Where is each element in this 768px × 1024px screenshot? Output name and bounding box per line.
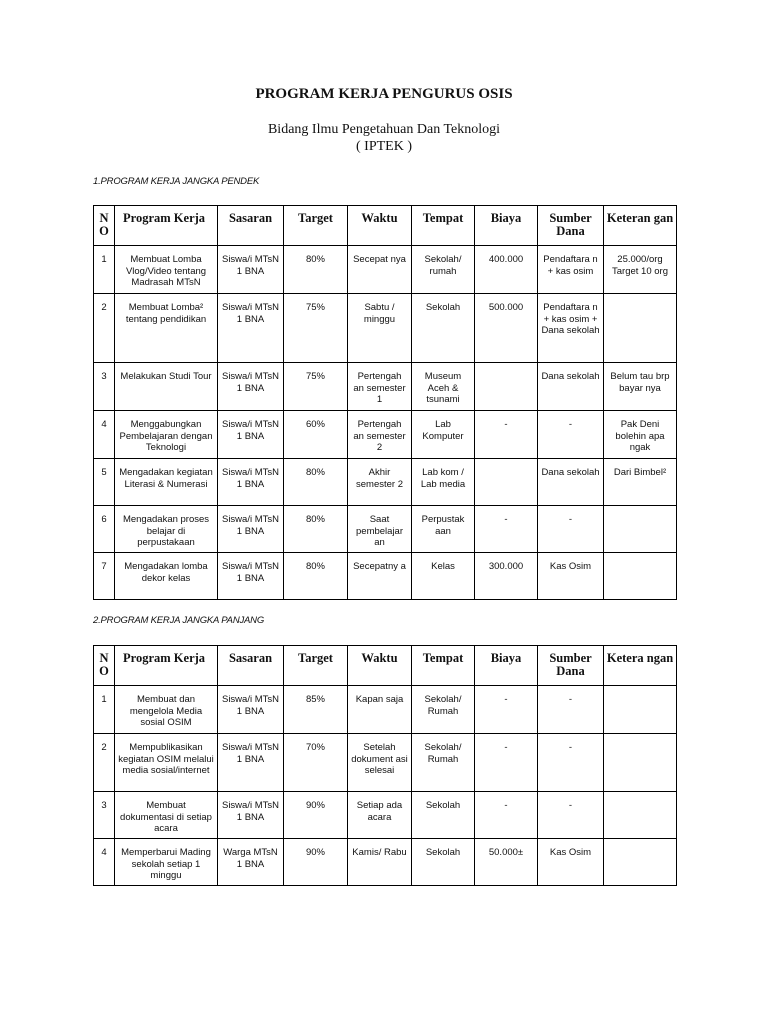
cell-program-kerja: Menggabungkan Pembelajaran dengan Teknologi xyxy=(115,411,218,459)
header-sasaran: Sasaran xyxy=(218,646,284,686)
cell-sumber-dana: - xyxy=(538,506,604,553)
header-biaya: Biaya xyxy=(475,206,538,246)
cell-sasaran: Siswa/i MTsN 1 BNA xyxy=(218,294,284,363)
cell-biaya: 50.000± xyxy=(475,839,538,886)
header-sumber-dana: Sumber Dana xyxy=(538,206,604,246)
cell-program-kerja: Mengadakan kegiatan Literasi & Numerasi xyxy=(115,459,218,506)
header-tempat: Tempat xyxy=(412,646,475,686)
cell-tempat: Sekolah xyxy=(412,839,475,886)
cell-waktu: Kapan saja xyxy=(348,686,412,734)
cell-target: 80% xyxy=(284,246,348,294)
cell-no: 4 xyxy=(94,411,115,459)
subtitle-line-2: ( IPTEK ) xyxy=(356,139,412,154)
cell-tempat: Sekolah/ Rumah xyxy=(412,734,475,792)
cell-sumber-dana: Dana sekolah xyxy=(538,459,604,506)
cell-target: 90% xyxy=(284,792,348,839)
cell-keterangan xyxy=(604,294,677,363)
cell-biaya xyxy=(475,459,538,506)
cell-tempat: Lab kom / Lab media xyxy=(412,459,475,506)
table-row xyxy=(94,553,677,600)
cell-sumber-dana: Kas Osim xyxy=(538,839,604,886)
table-row xyxy=(94,792,677,839)
cell-biaya: - xyxy=(475,506,538,553)
table-header-row xyxy=(94,206,677,246)
subtitle-line-1: Bidang Ilmu Pengetahuan Dan Teknologi xyxy=(267,122,501,137)
cell-tempat: Sekolah/ Rumah xyxy=(412,686,475,734)
cell-program-kerja: Mengadakan lomba dekor kelas xyxy=(115,553,218,600)
cell-no: 4 xyxy=(94,839,115,886)
cell-target: 75% xyxy=(284,294,348,363)
header-program-kerja: Program Kerja xyxy=(115,646,218,686)
table-row xyxy=(94,734,677,792)
cell-biaya: 400.000 xyxy=(475,246,538,294)
table-row xyxy=(94,411,677,459)
section-heading-short-term: 1.PROGRAM KERJA JANGKA PENDEK xyxy=(93,176,260,187)
header-target: Target xyxy=(284,206,348,246)
long-term-program-table xyxy=(93,645,677,886)
cell-biaya: 300.000 xyxy=(475,553,538,600)
cell-keterangan xyxy=(604,839,677,886)
cell-sasaran: Siswa/i MTsN 1 BNA xyxy=(218,553,284,600)
table-header-row xyxy=(94,646,677,686)
cell-tempat: Sekolah/ rumah xyxy=(412,246,475,294)
table-row xyxy=(94,363,677,411)
cell-waktu: Setelah dokument asi selesai xyxy=(348,734,412,792)
cell-waktu: Setiap ada acara xyxy=(348,792,412,839)
cell-biaya: - xyxy=(475,792,538,839)
cell-tempat: Lab Komputer xyxy=(412,411,475,459)
cell-no: 1 xyxy=(94,246,115,294)
cell-sumber-dana: - xyxy=(538,734,604,792)
header-no: N O xyxy=(94,206,115,246)
cell-biaya: - xyxy=(475,734,538,792)
cell-sasaran: Siswa/i MTsN 1 BNA xyxy=(218,686,284,734)
cell-keterangan xyxy=(604,553,677,600)
table-row xyxy=(94,506,677,553)
cell-target: 80% xyxy=(284,459,348,506)
cell-sasaran: Siswa/i MTsN 1 BNA xyxy=(218,363,284,411)
cell-keterangan xyxy=(604,686,677,734)
cell-biaya: 500.000 xyxy=(475,294,538,363)
cell-keterangan: 25.000/org Target 10 org xyxy=(604,246,677,294)
header-no: N O xyxy=(94,646,115,686)
cell-no: 2 xyxy=(94,294,115,363)
header-waktu: Waktu xyxy=(348,206,412,246)
cell-no: 5 xyxy=(94,459,115,506)
header-biaya: Biaya xyxy=(475,646,538,686)
cell-no: 2 xyxy=(94,734,115,792)
cell-waktu: Akhir semester 2 xyxy=(348,459,412,506)
cell-no: 6 xyxy=(94,506,115,553)
header-tempat: Tempat xyxy=(412,206,475,246)
cell-waktu: Sabtu / minggu xyxy=(348,294,412,363)
cell-target: 80% xyxy=(284,553,348,600)
cell-no: 3 xyxy=(94,363,115,411)
cell-sumber-dana: Dana sekolah xyxy=(538,363,604,411)
cell-sumber-dana: - xyxy=(538,792,604,839)
cell-biaya: - xyxy=(475,411,538,459)
table-row xyxy=(94,294,677,363)
cell-keterangan: Belum tau brp bayar nya xyxy=(604,363,677,411)
cell-no: 1 xyxy=(94,686,115,734)
header-keterangan: Ketera ngan xyxy=(604,646,677,686)
cell-sumber-dana: Kas Osim xyxy=(538,553,604,600)
cell-sumber-dana: Pendaftara n + kas osim + Dana sekolah xyxy=(538,294,604,363)
cell-biaya: - xyxy=(475,686,538,734)
header-program-kerja: Program Kerja xyxy=(115,206,218,246)
subtitle xyxy=(0,121,768,155)
table-row xyxy=(94,839,677,886)
page-title: PROGRAM KERJA PENGURUS OSIS xyxy=(255,86,513,102)
cell-program-kerja: Melakukan Studi Tour xyxy=(115,363,218,411)
cell-keterangan xyxy=(604,734,677,792)
cell-waktu: Saat pembelajar an xyxy=(348,506,412,553)
cell-program-kerja: Mempublikasikan kegiatan OSIM melalui media sosial/internet xyxy=(115,734,218,792)
cell-tempat: Sekolah xyxy=(412,294,475,363)
table-row xyxy=(94,459,677,506)
cell-sasaran: Siswa/i MTsN 1 BNA xyxy=(218,459,284,506)
cell-tempat: Sekolah xyxy=(412,792,475,839)
cell-sasaran: Siswa/i MTsN 1 BNA xyxy=(218,734,284,792)
cell-keterangan xyxy=(604,506,677,553)
cell-waktu: Pertengah an semester 1 xyxy=(348,363,412,411)
cell-sasaran: Warga MTsN 1 BNA xyxy=(218,839,284,886)
cell-target: 75% xyxy=(284,363,348,411)
cell-sasaran: Siswa/i MTsN 1 BNA xyxy=(218,792,284,839)
cell-waktu: Secepat nya xyxy=(348,246,412,294)
cell-program-kerja: Mengadakan proses belajar di perpustakaan xyxy=(115,506,218,553)
cell-sasaran: Siswa/i MTsN 1 BNA xyxy=(218,506,284,553)
cell-target: 90% xyxy=(284,839,348,886)
cell-sasaran: Siswa/i MTsN 1 BNA xyxy=(218,411,284,459)
cell-keterangan xyxy=(604,792,677,839)
cell-biaya xyxy=(475,363,538,411)
cell-waktu: Secepatny a xyxy=(348,553,412,600)
cell-keterangan: Dari Bimbel² xyxy=(604,459,677,506)
short-term-program-table xyxy=(93,205,677,600)
cell-tempat: Kelas xyxy=(412,553,475,600)
header-waktu: Waktu xyxy=(348,646,412,686)
cell-sasaran: Siswa/i MTsN 1 BNA xyxy=(218,246,284,294)
cell-no: 3 xyxy=(94,792,115,839)
table-row xyxy=(94,686,677,734)
cell-sumber-dana: - xyxy=(538,686,604,734)
cell-no: 7 xyxy=(94,553,115,600)
cell-program-kerja: Membuat Lomba² tentang pendidikan xyxy=(115,294,218,363)
cell-target: 85% xyxy=(284,686,348,734)
cell-waktu: Pertengah an semester 2 xyxy=(348,411,412,459)
header-sasaran: Sasaran xyxy=(218,206,284,246)
header-keterangan: Keteran gan xyxy=(604,206,677,246)
cell-sumber-dana: Pendaftara n + kas osim xyxy=(538,246,604,294)
header-target: Target xyxy=(284,646,348,686)
cell-keterangan: Pak Deni bolehin apa ngak xyxy=(604,411,677,459)
cell-target: 60% xyxy=(284,411,348,459)
cell-tempat: Perpustak aan xyxy=(412,506,475,553)
cell-program-kerja: Membuat dan mengelola Media sosial OSIM xyxy=(115,686,218,734)
cell-program-kerja: Membuat dokumentasi di setiap acara xyxy=(115,792,218,839)
section-heading-long-term: 2.PROGRAM KERJA JANGKA PANJANG xyxy=(93,615,265,626)
cell-program-kerja: Memperbarui Mading sekolah setiap 1 minggu xyxy=(115,839,218,886)
cell-sumber-dana: - xyxy=(538,411,604,459)
cell-target: 80% xyxy=(284,506,348,553)
cell-program-kerja: Membuat Lomba Vlog/Video tentang Madrasah MTsN xyxy=(115,246,218,294)
cell-tempat: Museum Aceh & tsunami xyxy=(412,363,475,411)
cell-waktu: Kamis/ Rabu xyxy=(348,839,412,886)
table-row xyxy=(94,246,677,294)
header-sumber-dana: Sumber Dana xyxy=(538,646,604,686)
cell-target: 70% xyxy=(284,734,348,792)
